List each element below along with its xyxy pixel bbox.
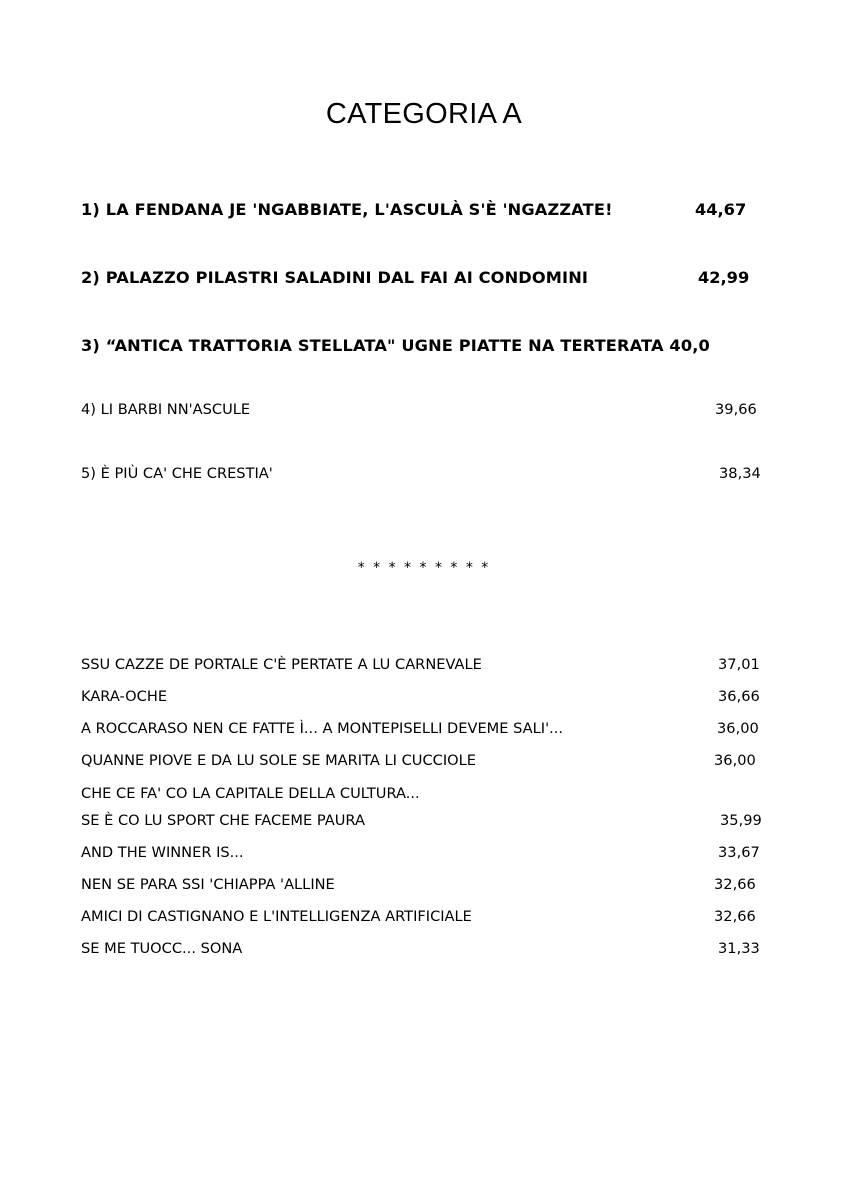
list-item-score: 32,66 [714, 876, 756, 893]
list-item-score: 31,33 [718, 940, 760, 957]
page-title: CATEGORIA A [325, 98, 523, 130]
list-item-score: 36,66 [718, 688, 760, 705]
ranking-entry-3-label: 3) “ANTICA TRATTORIA STELLATA" UGNE PIATTE NA TERTERATA 40,0 [81, 336, 710, 355]
list-item-label: SSU CAZZE DE PORTALE C'È PERTATE A LU CARNEVALE [81, 656, 482, 673]
list-item-label: AMICI DI CASTIGNANO E L'INTELLIGENZA ARTIFICIALE [81, 908, 472, 925]
ranking-entry-1-score: 44,67 [695, 200, 747, 219]
ranking-entry-2-label: 2) PALAZZO PILASTRI SALADINI DAL FAI AI CONDOMINI [81, 268, 589, 287]
ranking-entry-5-label: 5) È PIÙ CA' CHE CRESTIA' [81, 465, 273, 482]
list-item-score: 36,00 [717, 720, 759, 737]
ranking-entry-4-score: 39,66 [715, 401, 757, 418]
ranking-entry-1-label: 1) LA FENDANA JE 'NGABBIATE, L'ASCULÀ S'È 'NGAZZATE! [81, 200, 613, 219]
list-item-label: CHE CE FA' CO LA CAPITALE DELLA CULTURA... [81, 785, 420, 802]
list-item-label: AND THE WINNER IS... [81, 844, 244, 861]
list-item-score: 36,00 [714, 752, 756, 769]
ranking-entry-2-score: 42,99 [698, 268, 750, 287]
ranking-entry-4-label: 4) LI BARBI NN'ASCULE [81, 401, 251, 418]
list-item-label: KARA-OCHE [81, 688, 168, 705]
list-item-label: SE È CO LU SPORT CHE FACEME PAURA [81, 812, 365, 829]
list-item-label: QUANNE PIOVE E DA LU SOLE SE MARITA LI CUCCIOLE [81, 752, 476, 769]
section-separator: * * * * * * * * * [357, 560, 491, 576]
list-item-score: 37,01 [718, 656, 760, 673]
ranking-entry-5-score: 38,34 [719, 465, 761, 482]
list-item-score: 32,66 [714, 908, 756, 925]
list-item-label: A ROCCARASO NEN CE FATTE Ì... A MONTEPISELLI DEVEME SALI'... [81, 720, 564, 737]
list-item-label: SE ME TUOCC... SONA [81, 940, 243, 957]
list-item-score: 35,99 [720, 812, 762, 829]
list-item-score: 33,67 [718, 844, 760, 861]
list-item-label: NEN SE PARA SSI 'CHIAPPA 'ALLINE [81, 876, 335, 893]
